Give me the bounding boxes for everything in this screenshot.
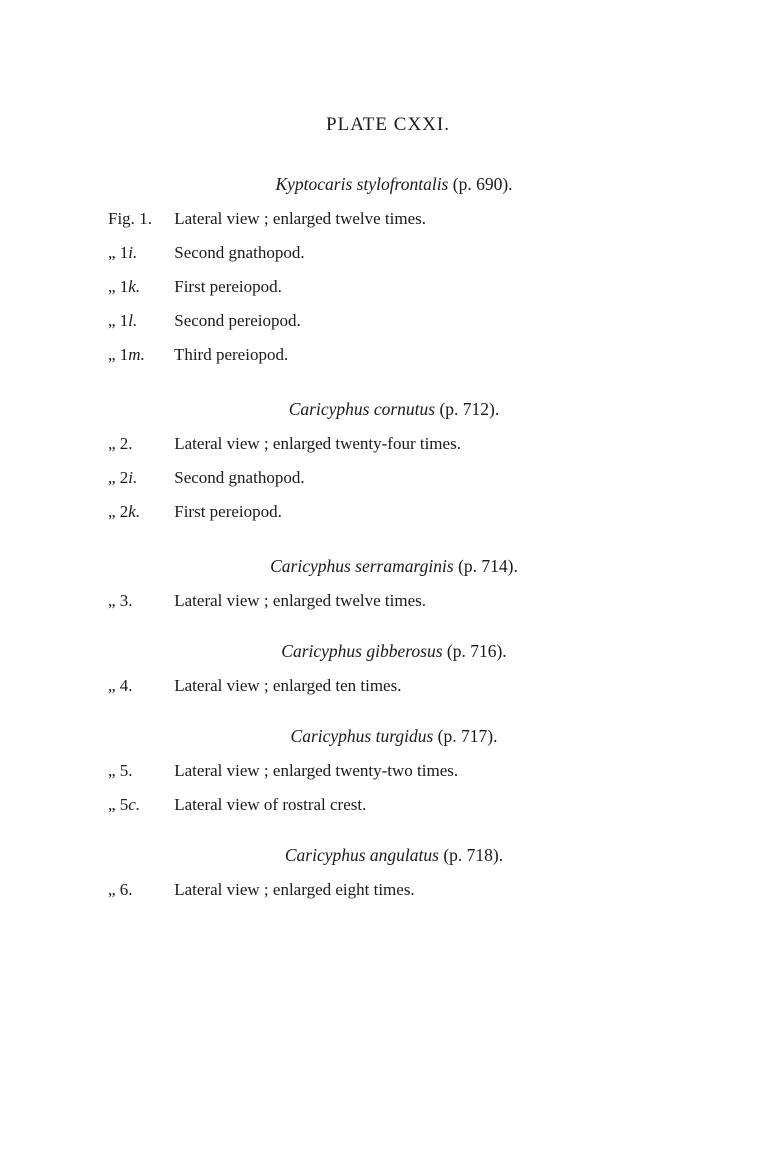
section-block	[0, 845, 776, 900]
figure-label	[108, 880, 170, 900]
species-name: Caricyphus cornutus	[288, 399, 436, 419]
figure-prefix: „	[108, 468, 116, 487]
figure-prefix: „	[108, 243, 116, 262]
figure-description: First pereiopod.	[174, 502, 282, 521]
figure-prefix: „	[108, 761, 116, 780]
species-heading	[0, 556, 776, 577]
figure-number: 1	[119, 345, 129, 364]
figure-prefix: „	[108, 311, 116, 330]
species-page-ref: (p. 714).	[458, 556, 518, 576]
figure-number: 5	[119, 795, 129, 814]
figure-description: Lateral view ; enlarged twelve times.	[174, 209, 427, 228]
section-block	[0, 556, 776, 611]
figure-description: Second gnathopod.	[174, 243, 305, 262]
figure-entry	[0, 243, 776, 263]
figure-number: 5.	[119, 761, 133, 780]
species-heading	[0, 641, 776, 662]
figure-prefix: „	[108, 345, 116, 364]
figure-prefix: „	[108, 795, 116, 814]
figure-label	[108, 468, 170, 488]
figure-entry	[0, 345, 776, 365]
species-name: Caricyphus turgidus	[290, 726, 434, 746]
figure-number: 1	[119, 311, 129, 330]
figure-label	[108, 676, 170, 696]
figure-description: Lateral view ; enlarged twenty-four times.	[174, 434, 461, 453]
figure-entry	[0, 277, 776, 297]
species-heading	[0, 726, 776, 747]
figure-prefix: „	[108, 277, 116, 296]
figure-description: Lateral view of rostral crest.	[174, 795, 367, 814]
figure-number: 1	[119, 243, 129, 262]
figure-prefix: „	[108, 880, 116, 899]
species-heading	[0, 399, 776, 420]
figure-label	[108, 795, 170, 815]
figure-entry	[0, 880, 776, 900]
species-name: Kyptocaris stylofrontalis	[275, 174, 449, 194]
figure-number: 2	[119, 468, 129, 487]
species-name: Caricyphus gibberosus	[281, 641, 443, 661]
figure-number: 1.	[139, 209, 152, 228]
figure-number: 1	[119, 277, 129, 296]
figure-number: 6.	[119, 880, 133, 899]
figure-entry	[0, 676, 776, 696]
figure-label	[108, 591, 170, 611]
figure-label	[108, 434, 170, 454]
figure-entry	[0, 795, 776, 815]
figure-subletter: c.	[128, 795, 141, 814]
figure-entry	[0, 209, 776, 229]
figure-label	[108, 311, 170, 331]
species-page-ref: (p. 690).	[452, 174, 513, 194]
section-block	[0, 399, 776, 522]
species-heading	[0, 845, 776, 866]
figure-description: Second gnathopod.	[174, 468, 305, 487]
figure-entry	[0, 434, 776, 454]
figure-entry	[0, 468, 776, 488]
figure-description: First pereiopod.	[174, 277, 282, 296]
section-block	[0, 726, 776, 815]
figure-number: 2.	[119, 434, 133, 453]
figure-prefix: „	[108, 434, 116, 453]
figure-description: Lateral view ; enlarged twelve times.	[174, 591, 427, 610]
figure-prefix: „	[108, 676, 116, 695]
figure-subletter: i.	[128, 468, 138, 487]
figure-entry	[0, 502, 776, 522]
species-page-ref: (p. 716).	[446, 641, 507, 661]
page-title: PLATE CXXI.	[326, 114, 450, 135]
figure-number: 2	[119, 502, 129, 521]
figure-label	[108, 345, 170, 365]
figure-label	[108, 277, 170, 297]
figure-prefix: „	[108, 502, 116, 521]
figure-subletter: k.	[128, 277, 141, 296]
section-block	[0, 641, 776, 696]
figure-entry	[0, 311, 776, 331]
figure-entry	[0, 761, 776, 781]
figure-label	[108, 761, 170, 781]
figure-label	[108, 243, 170, 263]
species-name: Caricyphus angulatus	[284, 845, 439, 865]
figure-prefix: Fig.	[108, 209, 135, 228]
figure-number: 3.	[119, 591, 133, 610]
plate-description-page	[0, 114, 776, 1164]
figure-description: Lateral view ; enlarged ten times.	[174, 676, 402, 695]
figure-description: Third pereiopod.	[173, 345, 289, 364]
figure-subletter: k.	[128, 502, 141, 521]
figure-description: Second pereiopod.	[174, 311, 301, 330]
figure-subletter: m.	[128, 345, 145, 364]
figure-label	[108, 502, 170, 522]
figure-subletter: l.	[128, 311, 138, 330]
figure-subletter: i.	[128, 243, 138, 262]
species-name: Caricyphus serramarginis	[270, 556, 454, 576]
figure-description: Lateral view ; enlarged eight times.	[174, 880, 415, 899]
species-page-ref: (p. 712).	[439, 399, 500, 419]
species-page-ref: (p. 718).	[443, 845, 504, 865]
figure-number: 4.	[119, 676, 133, 695]
section-block	[0, 174, 776, 365]
figure-label	[108, 209, 170, 229]
species-page-ref: (p. 717).	[437, 726, 498, 746]
figure-description: Lateral view ; enlarged twenty-two times.	[174, 761, 459, 780]
figure-prefix: „	[108, 591, 116, 610]
figure-entry	[0, 591, 776, 611]
species-heading	[0, 174, 776, 195]
